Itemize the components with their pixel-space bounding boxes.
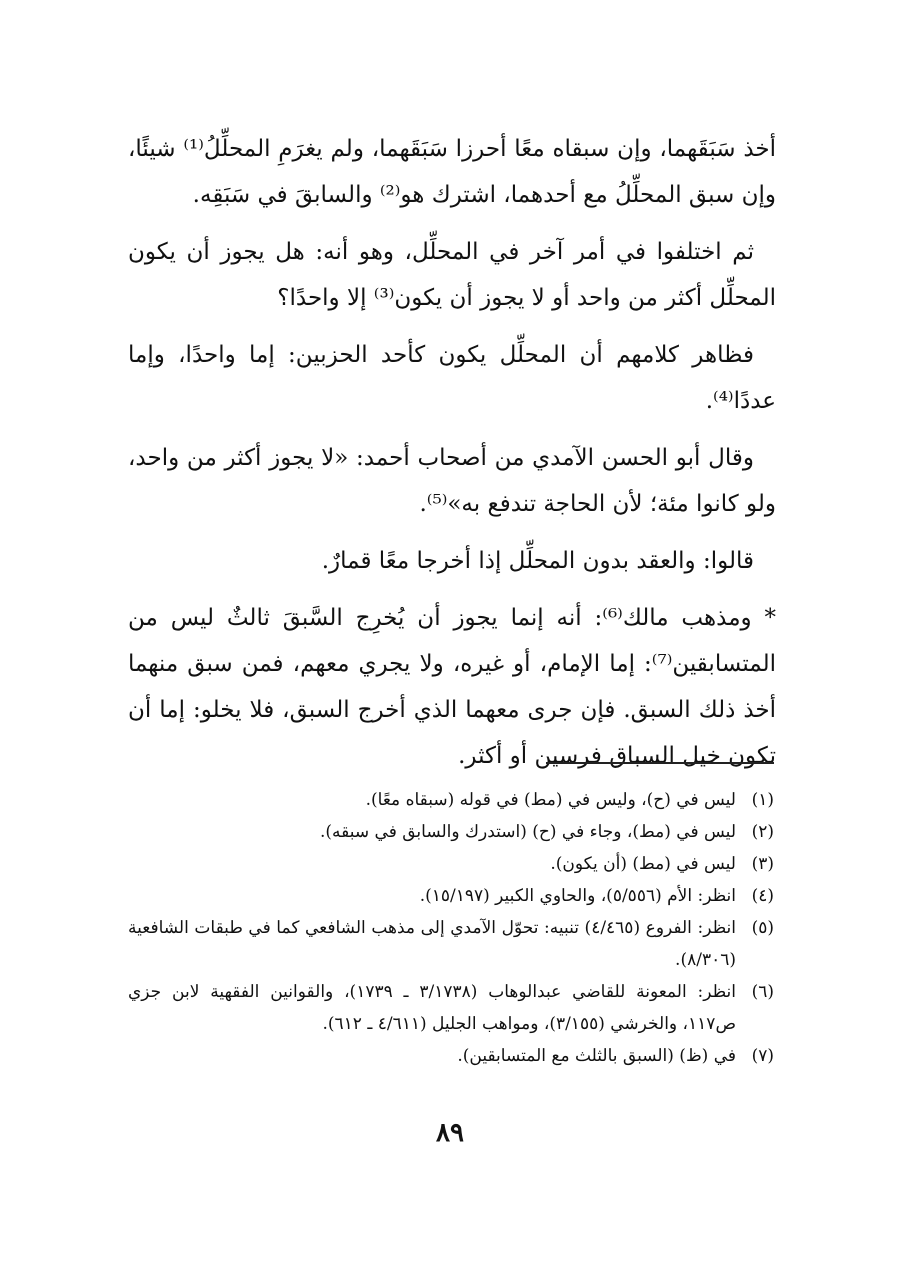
footnote-text: ليس في (مط)، وجاء في (ح) (استدرك والسابق في سبقه).	[320, 822, 736, 842]
paragraph-5: قالوا: والعقد بدون المحلِّل إذا أخرجا معًا قمارٌ.	[321, 548, 754, 574]
footnote-separator	[546, 762, 774, 764]
paragraph-3: فظاهر كلامهم أن المحلِّل يكون كأحد الحزبين: إما واحدًا، وإما عددًا⁽⁴⁾.	[128, 342, 776, 414]
footnote-text: ليس في (مط) (أن يكون).	[550, 854, 736, 874]
footnote-number: (٧)	[751, 1046, 774, 1066]
footnotes-list	[128, 784, 774, 1072]
footnote-number: (١)	[751, 790, 774, 810]
footnote-2	[128, 816, 774, 848]
footnote-number: (٢)	[751, 822, 774, 842]
footnote-number: (٥)	[751, 918, 774, 938]
footnote-1	[128, 784, 774, 816]
paragraph-2: ثم اختلفوا في أمر آخر في المحلِّل، وهو أنه: هل يجوز أن يكون المحلِّل أكثر من واحد أو لا يجوز أن يكون⁽³⁾ إلا واحدًا؟	[128, 239, 776, 311]
main-text-block	[128, 126, 776, 788]
paragraph-1: أخذ سَبَقَهما، وإن سبقاه معًا أحرزا سَبَقَهما، ولم يغرَمِ المحلِّلُ⁽¹⁾ شيئًا، وإن سبق المحلِّلُ مع أحدهما، اشترك هو⁽²⁾ والسابقَ في سَبَقِه.	[128, 136, 776, 208]
footnote-6	[128, 976, 774, 1040]
footnote-4	[128, 880, 774, 912]
footnote-7	[128, 1040, 774, 1072]
page-number: ٨٩	[436, 1118, 464, 1148]
paragraph-4: وقال أبو الحسن الآمدي من أصحاب أحمد: «لا يجوز أكثر من واحد، ولو كانوا مئة؛ لأن الحاجة تندفع به»⁽⁵⁾.	[128, 445, 776, 517]
footnote-number: (٤)	[751, 886, 774, 906]
footnote-3	[128, 848, 774, 880]
footnote-number: (٦)	[751, 982, 774, 1002]
footnote-text: ليس في (ح)، وليس في (مط) في قوله (سبقاه معًا).	[365, 790, 736, 810]
footnote-text: انظر: الفروع (٤/٤٦٥) تنبيه: تحوّل الآمدي إلى مذهب الشافعي كما في طبقات الشافعية (٨/٣٠٦).	[128, 918, 736, 970]
paragraph-6: * ومذهب مالك⁽⁶⁾: أنه إنما يجوز أن يُخرِج السَّبقَ ثالثٌ ليس من المتسابقين⁽⁷⁾: إما الإمام، أو غيره، ولا يجري معهم، فمن سبق منهما أخذ ذلك السبق. فإن جرى معهما الذي أخرج السبق، فلا يخلو: إما أن تكون خيل السباق فرسين أو أكثر.	[128, 605, 777, 769]
footnote-number: (٣)	[751, 854, 774, 874]
footnote-text: انظر: المعونة للقاضي عبدالوهاب (٣/١٧٣٨ ـ ١٧٣٩)، والقوانين الفقهية لابن جزي ص١١٧، والخرشي (٣/١٥٥)، ومواهب الجليل (٤/٦١١ ـ ٦١٢).	[128, 982, 736, 1034]
footnote-text: انظر: الأم (٥/٥٥٦)، والحاوي الكبير (١٥/١٩٧).	[419, 886, 736, 906]
footnote-text: في (ظ) (السبق بالثلث مع المتسابقين).	[457, 1046, 736, 1066]
footnote-5	[128, 912, 774, 976]
